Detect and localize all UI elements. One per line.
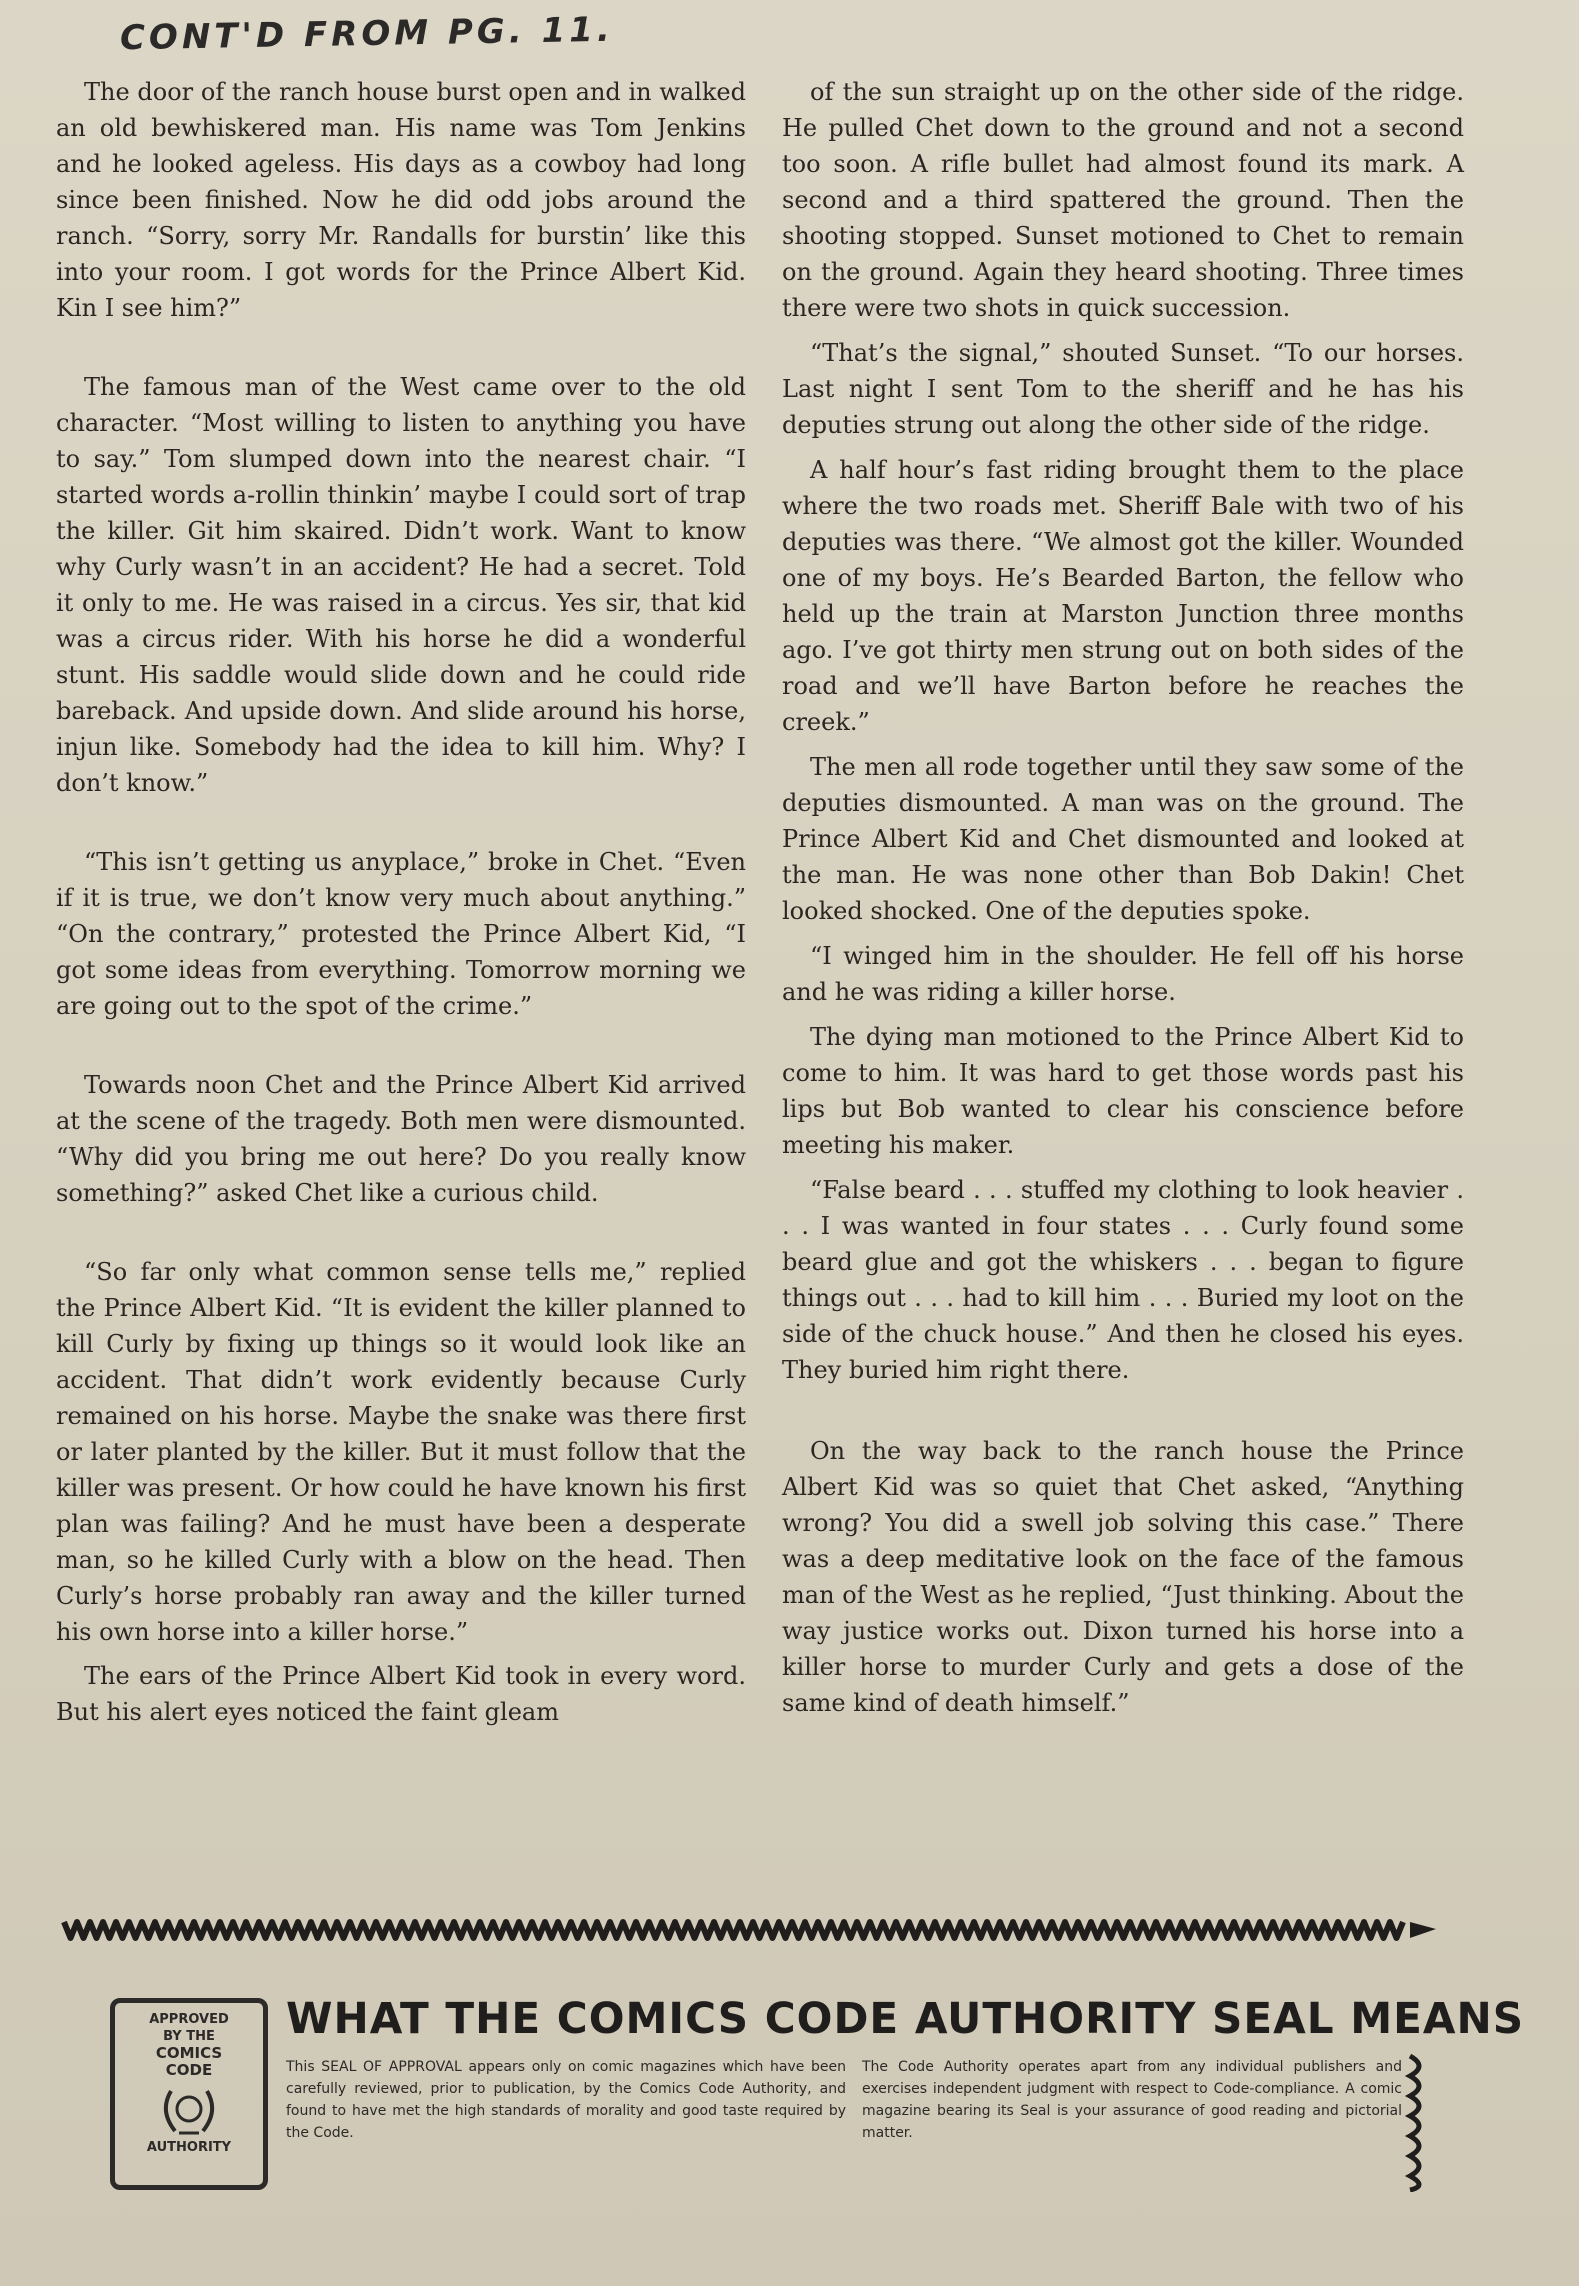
left-paragraph: The door of the ranch house burst open and in walked an old bewhiskered man. His name was Tom Jenkins and he looked ageless. His days as a cowboy had long since been finished. Now he did odd jobs around the ranch. “Sorry, sorry Mr. Randalls for burstin’ like this into your room. I got words for the Prince Albert Kid. Kin I see him?” (56, 78, 746, 322)
continued-header: CONT'D FROM PG. 11. (119, 9, 615, 59)
seal-code-text: CODE (165, 2061, 213, 2079)
comics-code-seal-logo (110, 1998, 268, 2190)
seal-by-text: BY THE (163, 2029, 215, 2044)
left-paragraph: The ears of the Prince Albert Kid took in every word. But his alert eyes noticed the faint gleam (56, 1662, 746, 1726)
seal-authority-text: AUTHORITY (146, 2140, 232, 2155)
seal-wreath-icon (157, 2083, 221, 2139)
right-paragraph: The dying man motioned to the Prince Albert Kid to come to him. It was hard to get those words past his lips but Bob wanted to clear his conscience before meeting his maker. (782, 1023, 1464, 1159)
right-paragraph: of the sun straight up on the other side of the ridge. He pulled Chet down to the ground and not a second too soon. A rifle bullet had almost found its mark. A second and a third spattered the ground. Then the shooting stopped. Sunset motioned to Chet to remain on the ground. Again they heard shooting. Three times there were two shots in quick succession. (782, 78, 1464, 322)
seal-description-right: The Code Authority operates apart from any individual publishers and exercises independent judgment with respect to Code-compliance. A comic magazine bearing its Seal is your assurance of good reading and pictorial matter. (862, 2059, 1402, 2141)
right-paragraph: A half hour’s fast riding brought them to the place where the two roads met. Sheriff Bale with two of his deputies was there. “We almost got the killer. Wounded one of my boys. He’s Bearded Barton, the fellow who held up the train at Marston Junction three months ago. I’ve got thirty men strung out on both sides of the road and we’ll have Barton before he reaches the creek.” (782, 456, 1464, 736)
right-paragraph: The men all rode together until they saw some of the deputies dismounted. A man was on the ground. The Prince Albert Kid and Chet dismounted and looked at the man. He was none other than Bob Dakin! Chet looked shocked. One of the deputies spoke. (782, 753, 1464, 925)
left-paragraph: The famous man of the West came over to the old character. “Most willing to listen to anything you have to say.” Tom slumped down into the nearest chair. “I started words a-rollin thinkin’ maybe I could sort of trap the killer. Git him skaired. Didn’t work. Want to know why Curly wasn’t in an accident? He had a secret. Told it only to me. He was raised in a circus. Yes sir, that kid was a circus rider. With his horse he did a wonderful stunt. His saddle would slide down and he could ride bareback. And upside down. And slide around his horse, injun like. Somebody had the idea to kill him. Why? I don’t know.” (56, 373, 746, 797)
right-paragraph: On the way back to the ranch house the Prince Albert Kid was so quiet that Chet asked, “Anything wrong? You did a swell job solving this case.” There was a deep meditative look on the face of the famous man of the West as he replied, “Just thinking. About the way justice works out. Dixon turned his horse into a killer horse to murder Curly and gets a dose of the same kind of death himself.” (782, 1437, 1464, 1717)
seal-comics-text: COMICS (155, 2044, 223, 2062)
left-paragraph: Towards noon Chet and the Prince Albert Kid arrived at the scene of the tragedy. Both men were dismounted. “Why did you bring me out here? Do you really know something?” asked Chet like a curious child. (56, 1071, 746, 1207)
seal-heading: WHAT THE COMICS CODE AUTHORITY SEAL MEANS (286, 1994, 1525, 2044)
right-paragraph: “That’s the signal,” shouted Sunset. “To our horses. Last night I sent Tom to the sheriff and he has his deputies strung out along the other side of the ridge. (782, 339, 1464, 439)
right-paragraph: “False beard . . . stuffed my clothing to look heavier . . . I was wanted in four states . . . Curly found some beard glue and got the whiskers . . . began to figure things out . . . had to kill him . . . Buried my loot on the side of the chuck house.” And then he closed his eyes. They buried him right there. (782, 1176, 1464, 1384)
left-paragraph: “So far only what common sense tells me,” replied the Prince Albert Kid. “It is evident the killer planned to kill Curly by fixing up things so it would look like an accident. That didn’t work evidently because Curly remained on his horse. Maybe the snake was there first or later planted by the killer. But it must follow that the killer was present. Or how could he have known his first plan was failing? And he must have been a desperate man, so he killed Curly with a blow on the head. Then Curly’s horse probably ran away and the killer turned his own horse into a killer horse.” (56, 1258, 746, 1646)
left-paragraph: “This isn’t getting us anyplace,” broke in Chet. “Even if it is true, we don’t know very much about anything.” “On the contrary,” protested the Prince Albert Kid, “I got some ideas from everything. Tomorrow morning we are going out to the spot of the crime.” (56, 848, 746, 1020)
right-column (782, 74, 1464, 1721)
comics-code-seal-section (110, 1990, 1525, 2200)
left-column (56, 74, 746, 1730)
zigzag-divider (60, 1914, 1440, 1944)
right-paragraph: “I winged him in the shoulder. He fell off his horse and he was riding a killer horse. (782, 942, 1464, 1006)
seal-approved-text: APPROVED (149, 2012, 229, 2027)
squiggle-ornament-icon (1404, 2052, 1430, 2192)
seal-description-left: This SEAL OF APPROVAL appears only on comic magazines which have been carefully reviewed, prior to publication, by the Comics Code Authority, and found to have met the high standards of morality and good taste required by the Code. (286, 2059, 846, 2141)
